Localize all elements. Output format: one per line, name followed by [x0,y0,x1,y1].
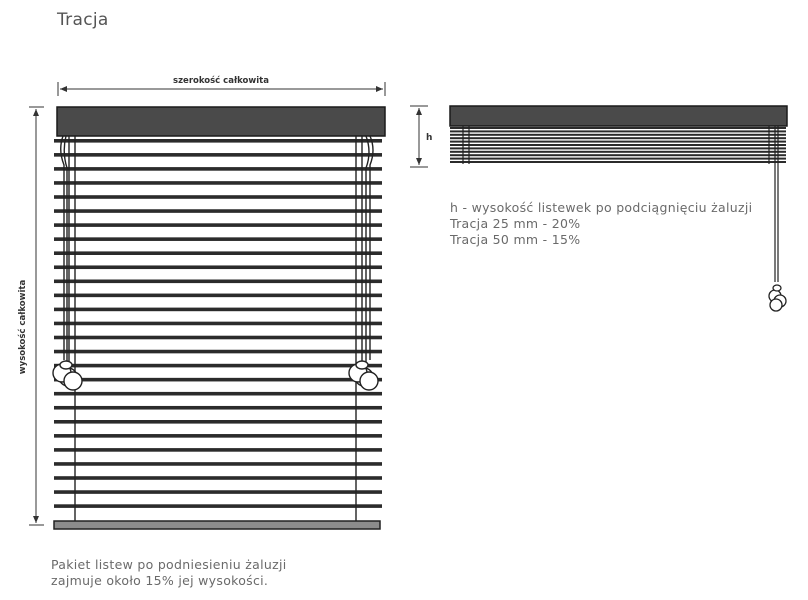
stacked-slat [450,144,786,146]
stacked-slat [450,147,786,149]
slat [54,280,382,284]
slat [54,308,382,312]
slat [54,265,382,269]
height-label: wysokość całkowita [18,279,28,375]
slat [54,406,382,410]
footer-line-1: Pakiet listew po podniesieniu żaluzji [51,557,287,572]
slat [54,434,382,438]
slat [54,223,382,227]
footer-note [51,557,287,589]
slat [54,237,382,241]
slat [54,504,382,508]
width-label: szerokość całkowita [173,76,269,86]
blind-front-view [53,107,385,529]
slat [54,195,382,199]
slat [54,251,382,255]
ladder-cords [61,136,373,525]
slat [54,364,382,368]
height-dimension [14,107,44,525]
slat [54,336,382,340]
slat [54,392,382,396]
stacked-slat [450,151,786,153]
slat [54,181,382,185]
slat [54,167,382,171]
width-dimension [58,73,385,96]
stacked-slat [450,134,786,136]
h-label: h [426,133,433,143]
slat [54,462,382,466]
slat [54,448,382,452]
stacked-slat [450,141,786,143]
stacked-slat [450,154,786,156]
slat [54,378,382,382]
slat [54,350,382,354]
headrail [57,107,385,136]
stacked-slat [450,158,786,160]
slat [54,476,382,480]
h-definition: h - wysokość listewek po podciągnięciu żaluzji [450,200,753,215]
slat [54,490,382,494]
traction-25mm: Tracja 25 mm - 20% [450,216,581,231]
footer-line-2: zajmuje około 15% jej wysokości. [51,573,269,588]
raised-headrail [450,106,787,126]
slat [54,153,382,157]
page-title: Tracja [57,10,109,30]
stacked-slat [450,161,786,163]
slat [54,139,382,143]
stacked-slat [450,130,786,132]
stacked-slat [450,127,786,129]
slat [54,420,382,424]
raised-slat-stack [450,127,786,163]
slat [54,209,382,213]
slat [54,294,382,298]
traction-notes [450,200,752,248]
raised-cord-tassel [769,285,786,311]
stacked-slat [450,137,786,139]
bottom-rail [54,521,380,529]
traction-50mm: Tracja 50 mm - 15% [450,232,581,247]
slats [54,139,382,508]
h-dimension [410,106,432,167]
slat [54,322,382,326]
